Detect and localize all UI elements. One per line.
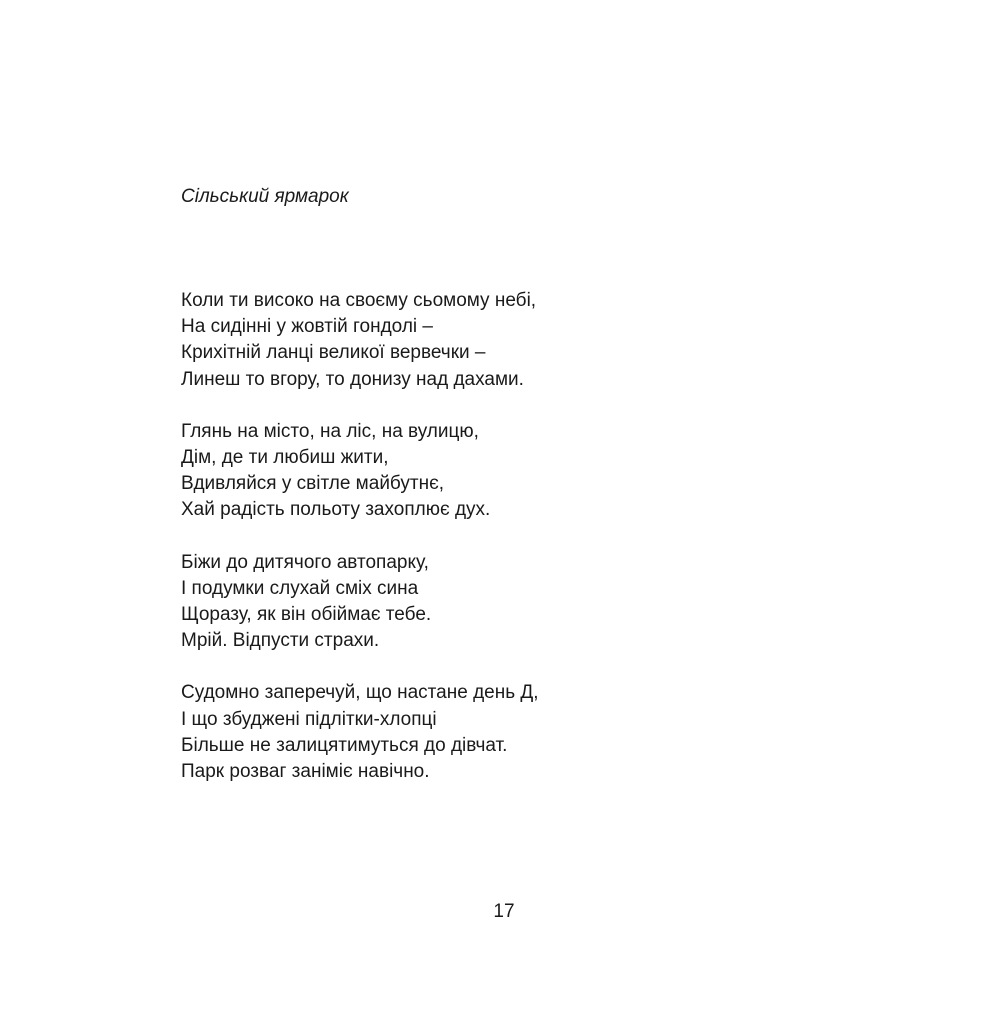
poem-line: Линеш то вгору, то донизу над дахами. — [181, 368, 524, 390]
stanza-2 — [181, 419, 539, 524]
poem-line: Більше не залицятимуться до дівчат. — [181, 734, 508, 756]
poem-line: Біжи до дитячого автопарку, — [181, 551, 429, 573]
stanza-1 — [181, 288, 539, 393]
poem-line: На сидінні у жовтій гондолі – — [181, 316, 433, 338]
poem-line: Коли ти високо на своєму сьомому небі, — [181, 290, 537, 311]
poem-line: Вдивляйся у світле майбутнє, — [181, 473, 445, 495]
poem-body — [181, 288, 539, 811]
stanza-4 — [181, 680, 539, 785]
poem-line: Судомно заперечуй, що настане день Д, — [181, 682, 539, 704]
poem-line: Глянь на місто, на ліс, на вулицю, — [181, 420, 479, 442]
poem-line: Мрій. Відпусти страхи. — [181, 630, 380, 652]
poem-line: Дім, де ти любиш жити, — [181, 447, 389, 469]
page-number: 17 — [493, 901, 515, 922]
poem-line: Крихітній ланці великої вервечки – — [181, 342, 486, 364]
poem-line: І що збуджені підлітки-хлопці — [181, 708, 437, 730]
poem-title: Сільський ярмарок — [181, 186, 349, 207]
poem-line: Парк розваг заніміє навічно. — [181, 761, 430, 783]
poem-line: І подумки слухай сміх сина — [181, 577, 419, 599]
stanza-3 — [181, 550, 539, 655]
poem-line: Хай радість польоту захоплює дух. — [181, 499, 491, 521]
poem-line: Щоразу, як він обіймає тебе. — [181, 604, 432, 626]
